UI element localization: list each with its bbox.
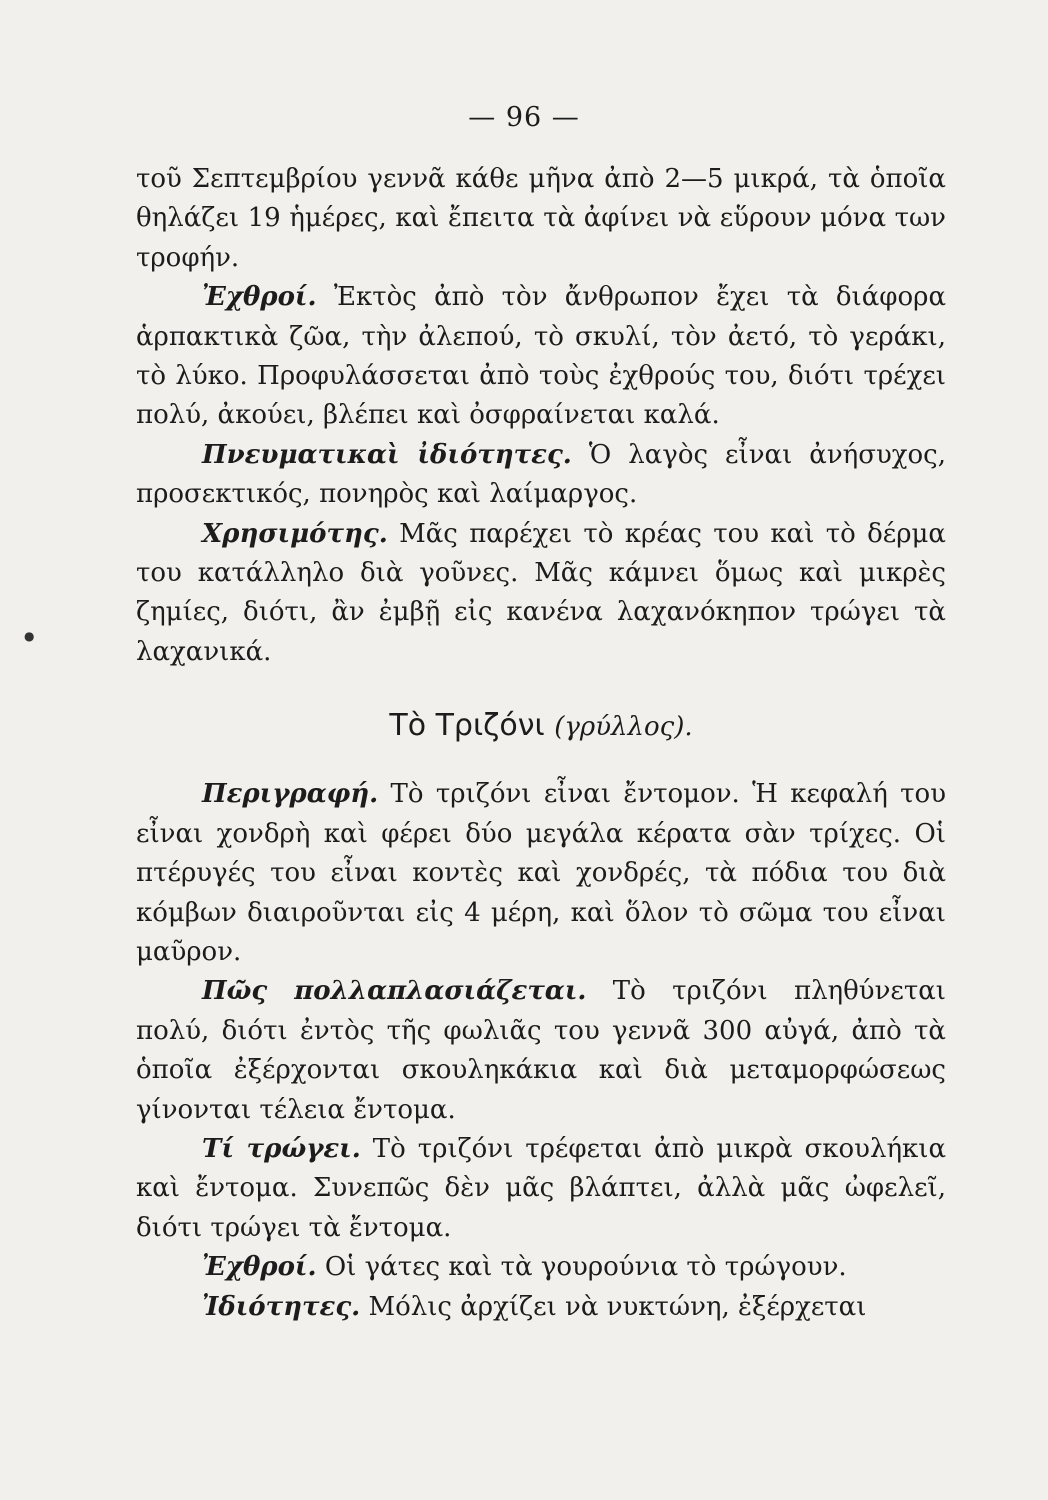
- label-diet: Τί τρώγει.: [202, 1133, 361, 1164]
- paragraph-diet: [136, 1130, 946, 1248]
- text-reproduction: Τὸ τριζόνι πληθύνεται πολύ, διότι ἐντὸς τῆς φωλιᾶς του γεννᾶ 300 αὐγά, ἀπὸ τὰ ὁποῖα ἐξέρχονται σκουληκάκια καὶ διὰ μεταμορφώσεως γίνονται τέλεια ἔντομα.: [136, 976, 946, 1125]
- section-title: [136, 706, 946, 747]
- text-usefulness: Μᾶς παρέχει τὸ κρέας του καὶ τὸ δέρμα του κατάλληλο διὰ γοῦνες. Μᾶς κάμνει ὅμως καὶ μικρὲς ζημίες, διότι, ἂν ἐμβῇ εἰς κανένα λαχανόκηπον τρώγει τὰ λαχανικά.: [136, 518, 946, 667]
- label-description: Περιγραφή.: [202, 779, 379, 810]
- label-enemies: Ἐχθροί.: [202, 282, 317, 313]
- paragraph-description: [136, 775, 946, 972]
- text-properties: Μόλις ἀρχίζει νὰ νυκτώνη, ἐξέρχεται: [368, 1291, 867, 1322]
- paragraph-cricket-enemies: [136, 1248, 946, 1287]
- page-number: — 96 —: [468, 102, 580, 133]
- title-main: Τὸ Τριζόνι: [389, 708, 545, 744]
- margin-dot-icon: ●: [24, 629, 35, 643]
- label-reproduction: Πῶς πολλαπλασιάζεται.: [202, 976, 587, 1007]
- text-diet: Τὸ τριζόνι τρέφεται ἀπὸ μικρὰ σκουλήκια καὶ ἔντομα. Συνεπῶς δὲν μᾶς βλάπτει, ἀλλὰ μᾶς ὠφελεῖ, διότι τρώγει τὰ ἔντομα.: [136, 1133, 947, 1243]
- label-properties: Ἰδιότητες.: [202, 1291, 361, 1322]
- paragraph-breeding: τοῦ Σεπτεμβρίου γεννᾶ κάθε μῆνα ἀπὸ 2—5 μικρά, τὰ ὁποῖα θηλάζει 19 ἡμέρες, καὶ ἔπειτα τὰ ἀφίνει νὰ εὕρουν μόνα των τροφήν.: [136, 164, 946, 273]
- label-mental-traits: Πνευματικαὶ ἰδιότητες.: [202, 439, 572, 470]
- text-description: Τὸ τριζόνι εἶναι ἔντομον. Ἡ κεφαλή του εἶναι χονδρὴ καὶ φέρει δύο μεγάλα κέρατα σὰν τρίχες. Οἱ πτέρυγές του εἶναι κοντὲς καὶ χονδρές, τὰ πόδια του διὰ κόμβων διαιροῦνται εἰς 4 μέρη, καὶ ὅλον τὸ σῶμα του εἶναι μαῦρον.: [136, 779, 946, 967]
- page-text: [136, 160, 946, 1327]
- paragraph-mental-traits: [136, 436, 946, 515]
- text-enemies: Ἐκτὸς ἀπὸ τὸν ἄνθρωπον ἔχει τὰ διάφορα ἁρπακτικὰ ζῶα, τὴν ἀλεπού, τὸ σκυλί, τὸν ἀετό, τὸ γεράκι, τὸ λύκο. Προφυλάσσεται ἀπὸ τοὺς ἐχθρούς του, διότι τρέχει πολύ, ἀκούει, βλέπει καὶ ὀσφραίνεται καλά.: [136, 282, 947, 431]
- paragraph-properties: [136, 1288, 946, 1327]
- title-alt: (γρύλλος).: [554, 712, 693, 743]
- text-mental-traits: Ὁ λαγὸς εἶναι ἀνήσυχος, προσεκτικός, πονηρὸς καὶ λαίμαργος.: [136, 439, 946, 510]
- text-cricket-enemies: Οἱ γάτες καὶ τὰ γουρούνια τὸ τρώγουν.: [324, 1252, 847, 1283]
- paragraph-enemies: [136, 278, 946, 436]
- paragraph-usefulness: [136, 515, 946, 673]
- label-cricket-enemies: Ἐχθροί.: [202, 1252, 317, 1283]
- label-usefulness: Χρησιμότης.: [202, 518, 388, 549]
- paragraph-reproduction: [136, 972, 946, 1130]
